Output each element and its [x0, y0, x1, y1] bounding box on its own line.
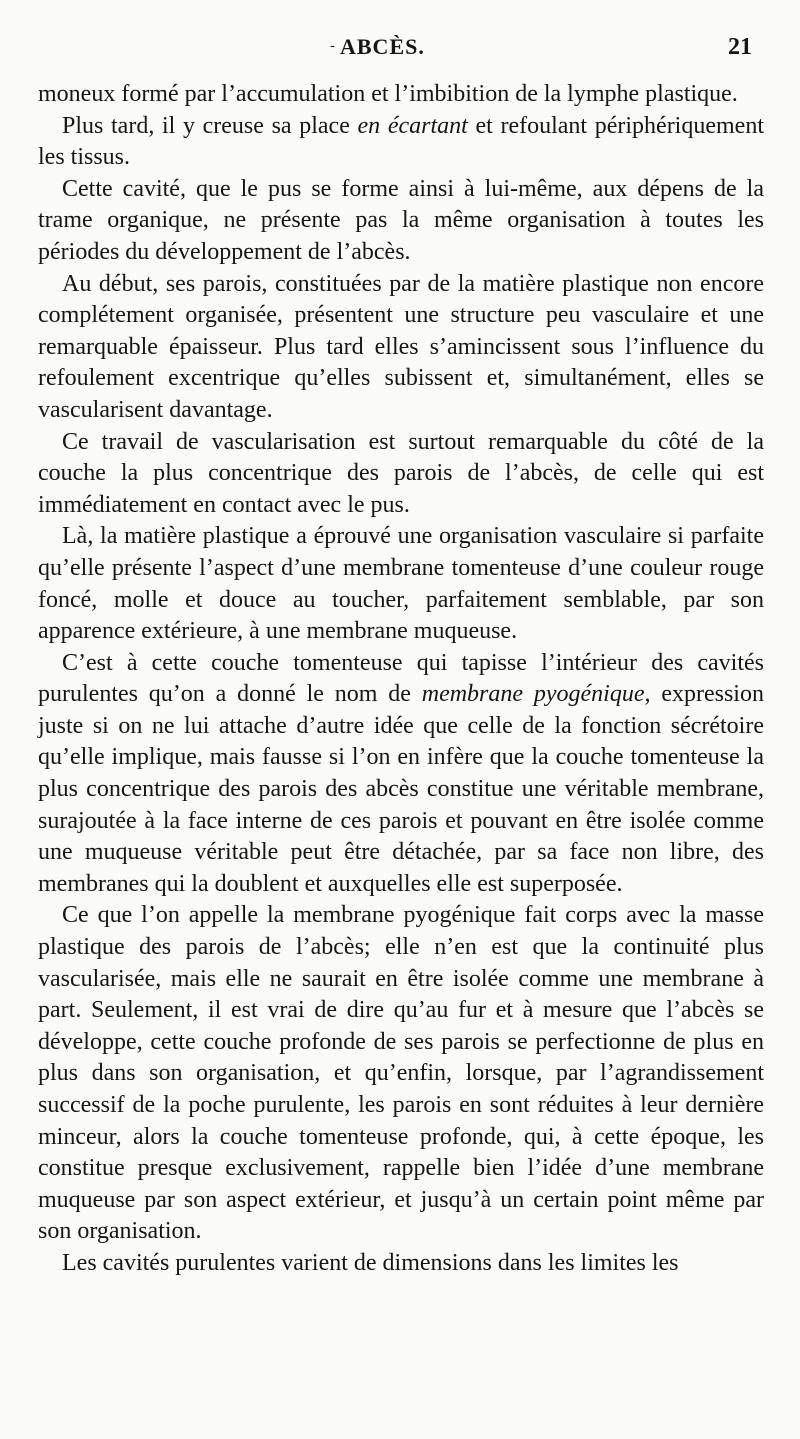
- paragraph-text: expression juste si on ne lui attache d’autre idée que celle de la fonction sécrétoire qu’elle implique, mais fausse si l’on en infère que la couche tomenteuse la plus concentrique des parois des abcès constitue une véritable membrane, surajoutée à la face interne de ces parois et pouvant en être isolée comme une muqueuse véritable peut être détachée, par sa face non libre, des membranes qui la doublent et auxquelles elle est superposée.: [38, 681, 764, 897]
- paragraph-text: Plus tard, il y creuse sa place: [62, 112, 358, 139]
- italic-text: membrane pyogénique,: [421, 681, 651, 708]
- paragraph: [38, 111, 764, 174]
- paragraph: [38, 1248, 764, 1280]
- paragraph-text: Ce que l’on appelle la membrane pyogénique fait corps avec la masse plastique des parois de l’abcès; elle n’en est que la continuité plus vascularisée, mais elle ne saurait en être isolée comme une membrane à part. Seulement, il est vrai de dire qu’au fur et à mesure que l’abcès se développe, cette couche profonde de ses parois se perfectionne de plus en plus dans son organisation, et qu’enfin, lorsque, par l’agrandissement successif de la poche purulente, les parois en sont réduites à leur dernière minceur, alors la couche tomenteuse profonde, qui, à cette époque, les constitue presque exclusivement, rappelle bien l’idée d’une membrane muqueuse par son aspect extérieur, et jusqu’à un certain point même par son organisation.: [38, 902, 764, 1245]
- paragraph: [38, 648, 764, 901]
- paragraph: [38, 79, 764, 111]
- paragraph: [38, 269, 764, 427]
- running-title: ABCÈS.: [340, 34, 425, 59]
- paragraph-text: Au début, ses parois, constituées par de la matière plastique non encore complétement organisée, présentent une structure peu vasculaire et une remarquable épaisseur. Plus tard elles s’amincissent sous l’influence du refoulement excentrique qu’elles subissent et, simultanément, elles se vascularisent davantage.: [38, 270, 764, 423]
- paragraph-text: Les cavités purulentes varient de dimensions dans les limites les: [62, 1249, 679, 1276]
- paragraph-text: Cette cavité, que le pus se forme ainsi à lui-même, aux dépens de la trame organique, ne présente pas la même organisation à toutes les périodes du développement de l’abcès.: [38, 175, 764, 265]
- body-text: [38, 79, 764, 1280]
- italic-text: en écartant: [357, 112, 468, 139]
- paragraph: [38, 174, 764, 269]
- page-number: 21: [728, 34, 752, 60]
- running-head: [0, 34, 800, 70]
- paragraph: [38, 900, 764, 1248]
- paragraph-text: Ce travail de vascularisation est surtout remarquable du côté de la couche la plus concentrique des parois de l’abcès, de celle qui est immédiatement en contact avec le pus.: [38, 428, 764, 518]
- running-head-dash: -: [330, 38, 335, 54]
- paragraph: [38, 427, 764, 522]
- paragraph: [38, 521, 764, 647]
- paragraph-text: et refoulant périphériquement les tissus.: [38, 112, 764, 171]
- paragraph-text: Là, la matière plastique a éprouvé une organisation vasculaire si parfaite qu’elle présente l’aspect d’une membrane tomenteuse d’une couleur rouge foncé, molle et douce au toucher, parfaitement semblable, par son apparence extérieure, à une membrane muqueuse.: [38, 523, 764, 645]
- paragraph-text: moneux formé par l’accumulation et l’imbibition de la lymphe plastique.: [38, 81, 738, 107]
- paragraph-text: C’est à cette couche tomenteuse qui tapisse l’intérieur des cavités purulentes qu’on a donné le nom de: [38, 649, 764, 708]
